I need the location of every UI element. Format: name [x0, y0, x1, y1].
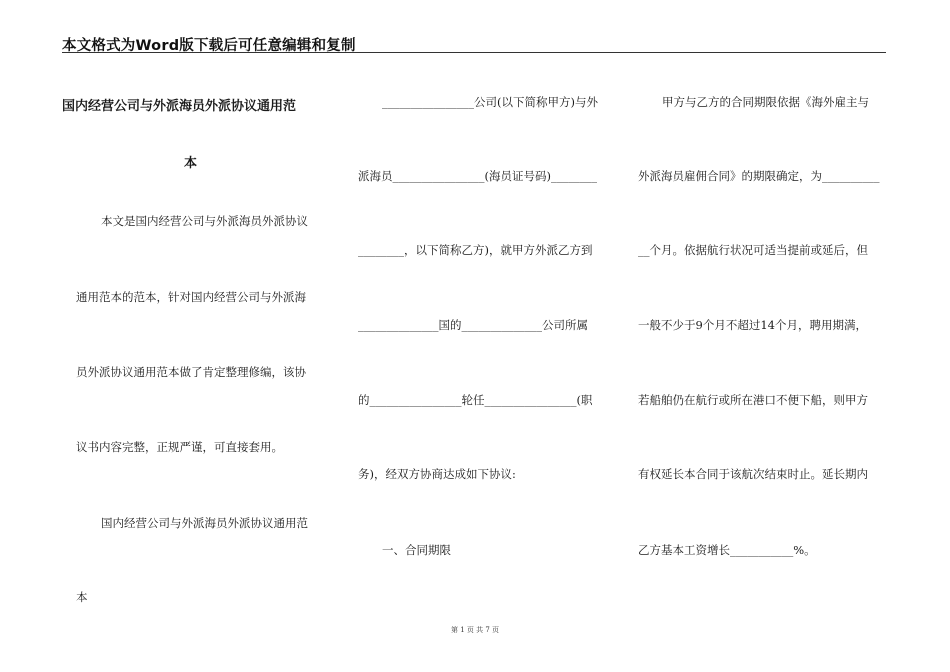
- col2-line-6: 务)，经双方协商达成如下协议:: [358, 467, 516, 481]
- col1-line-3: 员外派协议通用范本做了肯定整理修编，该协: [76, 365, 306, 379]
- col2-line-3: ________，以下简称乙方)，就甲方外派乙方到: [358, 243, 593, 257]
- col3-line-3: __个月。依据航行状况可适当提前或延后，但: [638, 243, 868, 257]
- col2-line-2: 派海员________________(海员证号码)________: [358, 169, 597, 183]
- col3-line-1: 甲方与乙方的合同期限依据《海外雇主与: [662, 95, 869, 109]
- document-header-title: 本文格式为Word版下载后可任意编辑和复制: [62, 38, 356, 54]
- doc-title-line-2: 本: [184, 156, 198, 171]
- col3-line-4: 一般不少于9个月不超过14个月，聘用期满，: [638, 318, 867, 332]
- header-divider: [62, 52, 886, 53]
- col2-section-heading: 一、合同期限: [382, 543, 451, 557]
- col2-line-4: ______________国的______________公司所属: [358, 318, 588, 332]
- col2-line-1: ________________公司(以下简称甲方)与外: [382, 95, 598, 109]
- col1-line-1: 本文是国内经营公司与外派海员外派协议: [101, 214, 308, 228]
- col3-line-2: 外派海员雇佣合同》的期限确定，为__________: [638, 169, 880, 183]
- col1-line-5: 国内经营公司与外派海员外派协议通用范: [101, 516, 308, 530]
- col1-line-2: 通用范本的范本，针对国内经营公司与外派海: [76, 290, 306, 304]
- col3-line-6: 有权延长本合同于该航次结束时止。延长期内: [638, 467, 868, 481]
- col1-line-6: 本: [76, 590, 88, 604]
- col3-line-5: 若船舶仍在航行或所在港口不便下船，则甲方: [638, 393, 868, 407]
- doc-title-line-1: 国内经营公司与外派海员外派协议通用范: [62, 99, 297, 114]
- col3-line-7: 乙方基本工资增长___________%。: [638, 543, 816, 557]
- col1-line-4: 议书内容完整，正规严谨，可直接套用。: [76, 440, 283, 454]
- page-number-footer: 第 1 页 共 7 页: [450, 626, 500, 634]
- col2-line-5: 的________________轮任________________(职: [358, 393, 593, 407]
